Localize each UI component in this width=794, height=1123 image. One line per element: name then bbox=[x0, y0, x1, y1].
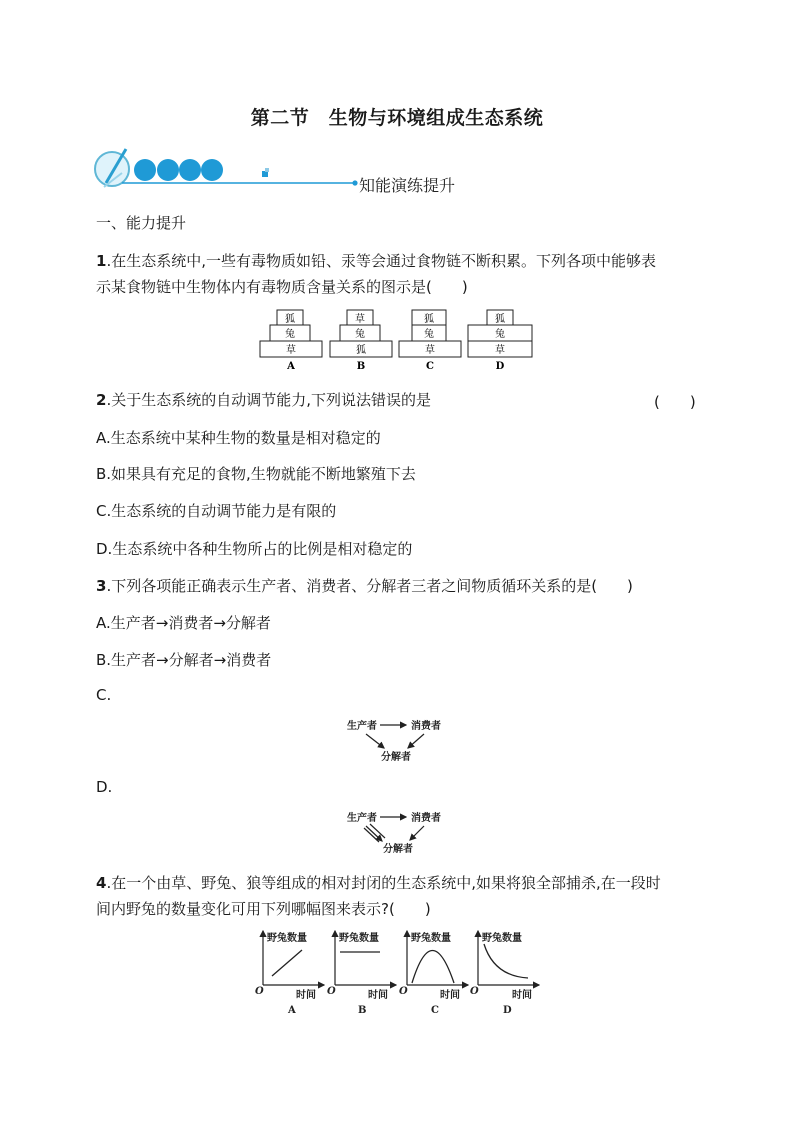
question-text: .关于生态系统的自动调节能力,下列说法错误的是 bbox=[106, 391, 431, 409]
question-3 bbox=[96, 574, 736, 598]
option-c: C.生态系统的自动调节能力是有限的 bbox=[96, 502, 337, 520]
option-d: D.生态系统中各种生物所占的比例是相对稳定的 bbox=[96, 540, 413, 558]
graph-d bbox=[470, 931, 539, 1016]
pyramid-a-mid: 兔 bbox=[285, 329, 295, 340]
cycle-diagram-c bbox=[344, 716, 448, 766]
pyramid-a-bottom: 草 bbox=[286, 345, 296, 356]
rabbit-graphs bbox=[254, 928, 544, 1018]
option-c: C. bbox=[96, 686, 112, 704]
pyramid-d-top: 狐 bbox=[495, 314, 505, 325]
graph-b bbox=[327, 931, 396, 1016]
pyramid-d-label: D bbox=[495, 361, 505, 372]
option-a: A.生产者→消费者→分解者 bbox=[96, 614, 271, 632]
pyramid-d bbox=[468, 310, 532, 372]
pyramid-a-top: 狐 bbox=[285, 314, 295, 325]
option-d: D. bbox=[96, 778, 113, 796]
graph-c bbox=[399, 931, 468, 1016]
question-text: 示某食物链中生物体内有毒物质含量关系的图示是( ) bbox=[96, 278, 468, 296]
question-number: 1 bbox=[96, 252, 107, 270]
graph-b-xlabel: 时间 bbox=[368, 990, 388, 1001]
pyramid-b bbox=[330, 310, 392, 372]
answer-paren: ( ) bbox=[654, 393, 696, 411]
pyramid-figures bbox=[258, 308, 538, 374]
option-b: B.生产者→分解者→消费者 bbox=[96, 651, 272, 669]
question-text: .在生态系统中,一些有毒物质如铅、汞等会通过食物链不断积累。下列各项中能够表 bbox=[106, 252, 656, 270]
graph-b-ylabel: 野兔数量 bbox=[339, 933, 379, 944]
producer-label: 生产者 bbox=[347, 721, 377, 732]
pyramid-c bbox=[399, 310, 461, 372]
graph-c-label: C bbox=[431, 1005, 439, 1016]
question-number: 2 bbox=[96, 391, 107, 409]
consumer-label: 消费者 bbox=[411, 721, 441, 732]
page-title: 第二节 生物与环境组成生态系统 bbox=[250, 107, 544, 129]
pyramid-b-top: 草 bbox=[355, 314, 365, 325]
pyramid-d-bottom: 草 bbox=[495, 345, 505, 356]
graph-d-ylabel: 野兔数量 bbox=[482, 933, 522, 944]
question-1 bbox=[96, 249, 706, 299]
graph-c-xlabel: 时间 bbox=[440, 990, 460, 1001]
decomposer-label: 分解者 bbox=[383, 844, 413, 855]
pen-icon bbox=[95, 149, 129, 187]
question-number: 3 bbox=[96, 577, 107, 595]
section-heading: 一、能力提升 bbox=[96, 214, 187, 232]
graph-a-xlabel: 时间 bbox=[296, 990, 316, 1001]
decomposer-label: 分解者 bbox=[381, 752, 411, 763]
question-text: 间内野兔的数量变化可用下列哪幅图来表示?( ) bbox=[96, 900, 431, 918]
graph-a-ylabel: 野兔数量 bbox=[267, 933, 307, 944]
pyramid-a bbox=[260, 310, 322, 372]
question-number: 4 bbox=[96, 874, 107, 892]
graph-d-label: D bbox=[503, 1005, 512, 1016]
consumer-label: 消费者 bbox=[411, 813, 441, 824]
graph-c-origin: O bbox=[399, 986, 408, 997]
graph-c-ylabel: 野兔数量 bbox=[411, 933, 451, 944]
question-text: .下列各项能正确表示生产者、消费者、分解者三者之间物质循环关系的是( ) bbox=[106, 577, 633, 595]
graph-a bbox=[255, 931, 324, 1016]
graph-a-label: A bbox=[288, 1005, 296, 1016]
pyramid-c-top: 狐 bbox=[424, 314, 434, 325]
pyramid-b-mid: 兔 bbox=[355, 329, 365, 340]
pyramid-c-mid: 兔 bbox=[424, 329, 434, 340]
pyramid-b-bottom: 狐 bbox=[356, 345, 366, 356]
pyramid-c-label: C bbox=[426, 361, 434, 372]
question-2 bbox=[96, 388, 706, 412]
producer-label: 生产者 bbox=[347, 813, 377, 824]
graph-b-label: B bbox=[358, 1005, 367, 1016]
graph-d-xlabel: 时间 bbox=[512, 990, 532, 1001]
pyramid-b-label: B bbox=[356, 361, 366, 372]
question-text: .在一个由草、野兔、狼等组成的相对封闭的生态系统中,如果将狼全部捕杀,在一段时 bbox=[106, 874, 661, 892]
pyramid-a-label: A bbox=[287, 361, 295, 372]
graph-d-origin: O bbox=[470, 986, 479, 997]
banner-text: 知能演练提升 bbox=[359, 176, 456, 195]
graph-a-origin: O bbox=[255, 986, 264, 997]
option-b: B.如果具有充足的食物,生物就能不断地繁殖下去 bbox=[96, 465, 416, 483]
pyramid-d-mid: 兔 bbox=[495, 329, 505, 340]
pyramid-c-bottom: 草 bbox=[425, 345, 435, 356]
graph-b-origin: O bbox=[327, 986, 336, 997]
cycle-diagram-d bbox=[344, 808, 448, 860]
option-a: A.生态系统中某种生物的数量是相对稳定的 bbox=[96, 429, 381, 447]
question-4 bbox=[96, 871, 736, 921]
